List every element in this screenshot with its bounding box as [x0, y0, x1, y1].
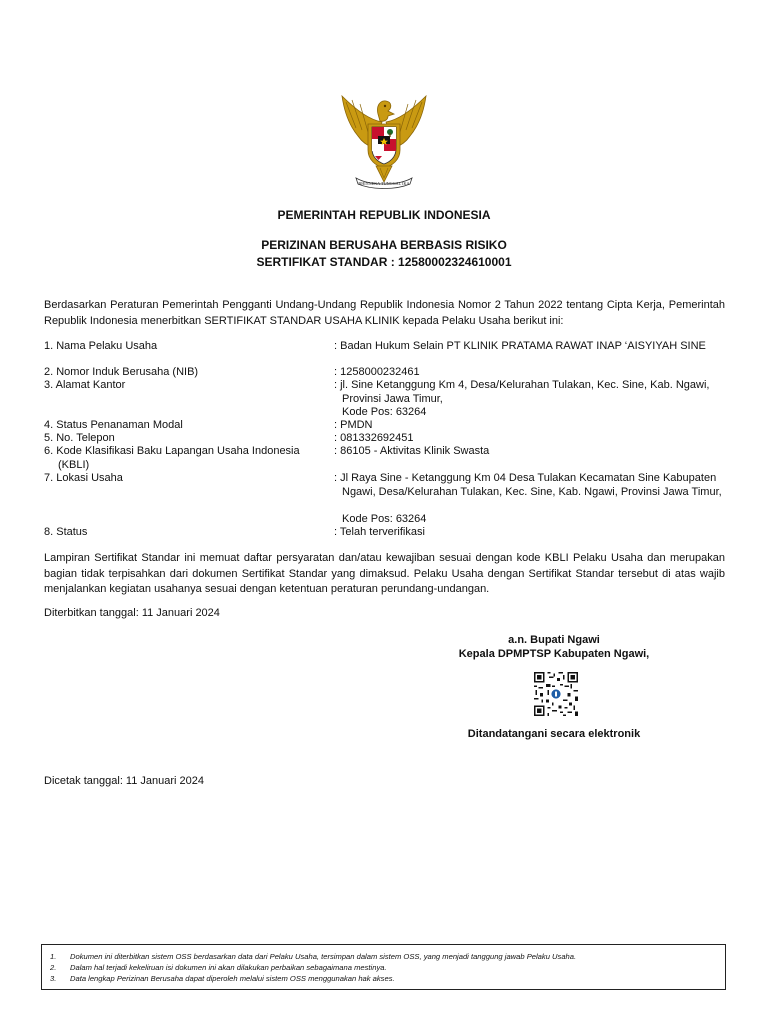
issued-date: Diterbitkan tanggal: 11 Januari 2024 [44, 607, 220, 619]
footnote-text: Data lengkap Perizinan Berusaha dapat diperoleh melalui sistem OSS menggunakan hak akses. [70, 974, 395, 983]
printed-date: Dicetak tanggal: 11 Januari 2024 [44, 775, 205, 787]
field-label: 8. Status [44, 526, 88, 538]
footnote-text: Dalam hal terjadi kekeliruan isi dokumen ini akan dilakukan perbaikan sebagaimana mestinya. [70, 963, 387, 972]
field-value: : Jl Raya Sine - Ketanggung Km 04 Desa Tulakan Kecamatan Sine Kabupaten Ngawi, Desa/Kelurahan Tulakan, Kec. Sine, Kab. Ngawi, Provinsi Jawa Timur, [334, 472, 722, 498]
footnote-number: 3. [50, 974, 57, 983]
field-label: 7. Lokasi Usaha [44, 472, 123, 484]
field-value: : Badan Hukum Selain PT KLINIK PRATAMA RAWAT INAP ‘AISYIYAH SINE [334, 340, 706, 352]
footnote-text: Dokumen ini diterbitkan sistem OSS berdasarkan data dari Pelaku Usaha, tersimpan dalam sistem OSS, yang menjadi tanggung jawab Pelaku Usaha. [70, 952, 577, 961]
signatory-position: Kepala DPMPTSP Kabupaten Ngawi, [458, 648, 650, 660]
field-value: : jl. Sine Ketanggung Km 4, Desa/Kelurahan Tulakan, Kec. Sine, Kab. Ngawi, Provinsi Jawa Timur, [334, 379, 710, 405]
field-value: : PMDN [334, 419, 373, 431]
footnote-number: 1. [50, 952, 57, 961]
field-label: 5. No. Telepon [44, 432, 115, 444]
intro-paragraph: Berdasarkan Peraturan Pemerintah Pengganti Undang-Undang Republik Indonesia Nomor 2 Tahun 2022 tentang Cipta Kerja, Pemerintah Republik Indonesia menerbitkan SERTIFIKAT STANDAR USAHA KLINIK kepada Pelaku Usaha berikut ini: [44, 299, 725, 327]
certificate-number: SERTIFIKAT STANDAR : 12580002324610001 [256, 255, 512, 269]
signatory-on-behalf: a.n. Bupati Ngawi [508, 634, 600, 646]
field-value: : Telah terverifikasi [334, 526, 425, 538]
attachment-paragraph: Lampiran Sertifikat Standar ini memuat daftar persyaratan dan/atau kewajiban sesuai dengan kode KBLI Pelaku Usaha dan merupakan bagian tidak terpisahkan dari dokumen Sertifikat Standar yang dimaksud. Pelaku Usaha dengan Sertifikat Standar tersebut di atas wajib menjalankan kegiatan usahanya sesuai dengan ketentuan peraturan perundang-undangan. [44, 552, 725, 595]
field-label: 2. Nomor Induk Berusaha (NIB) [44, 366, 199, 378]
field-value: : 1258000232461 [334, 366, 420, 378]
qr-code-icon [534, 672, 578, 716]
field-label: 4. Status Penanaman Modal [44, 419, 183, 431]
electronic-signature-note: Ditandatangani secara elektronik [467, 728, 641, 740]
footnote-box [41, 944, 726, 990]
document-title: PERIZINAN BERUSAHA BERBASIS RISIKO [261, 238, 507, 252]
field-label: 6. Kode Klasifikasi Baku Lapangan Usaha Indonesia (KBLI) [44, 445, 300, 471]
emblem-motto: BHINNEKA TUNGGAL IKA [358, 181, 410, 186]
field-value-postcode: Kode Pos: 63264 [342, 513, 427, 525]
garuda-emblem-icon [332, 92, 436, 192]
field-label: 3. Alamat Kantor [44, 379, 126, 391]
field-value: : 86105 - Aktivitas Klinik Swasta [334, 445, 490, 457]
field-value-postcode: Kode Pos: 63264 [342, 406, 427, 418]
field-value: : 081332692451 [334, 432, 414, 444]
government-heading: PEMERINTAH REPUBLIK INDONESIA [277, 208, 491, 222]
field-label: 1. Nama Pelaku Usaha [44, 340, 158, 352]
footnote-number: 2. [50, 963, 57, 972]
